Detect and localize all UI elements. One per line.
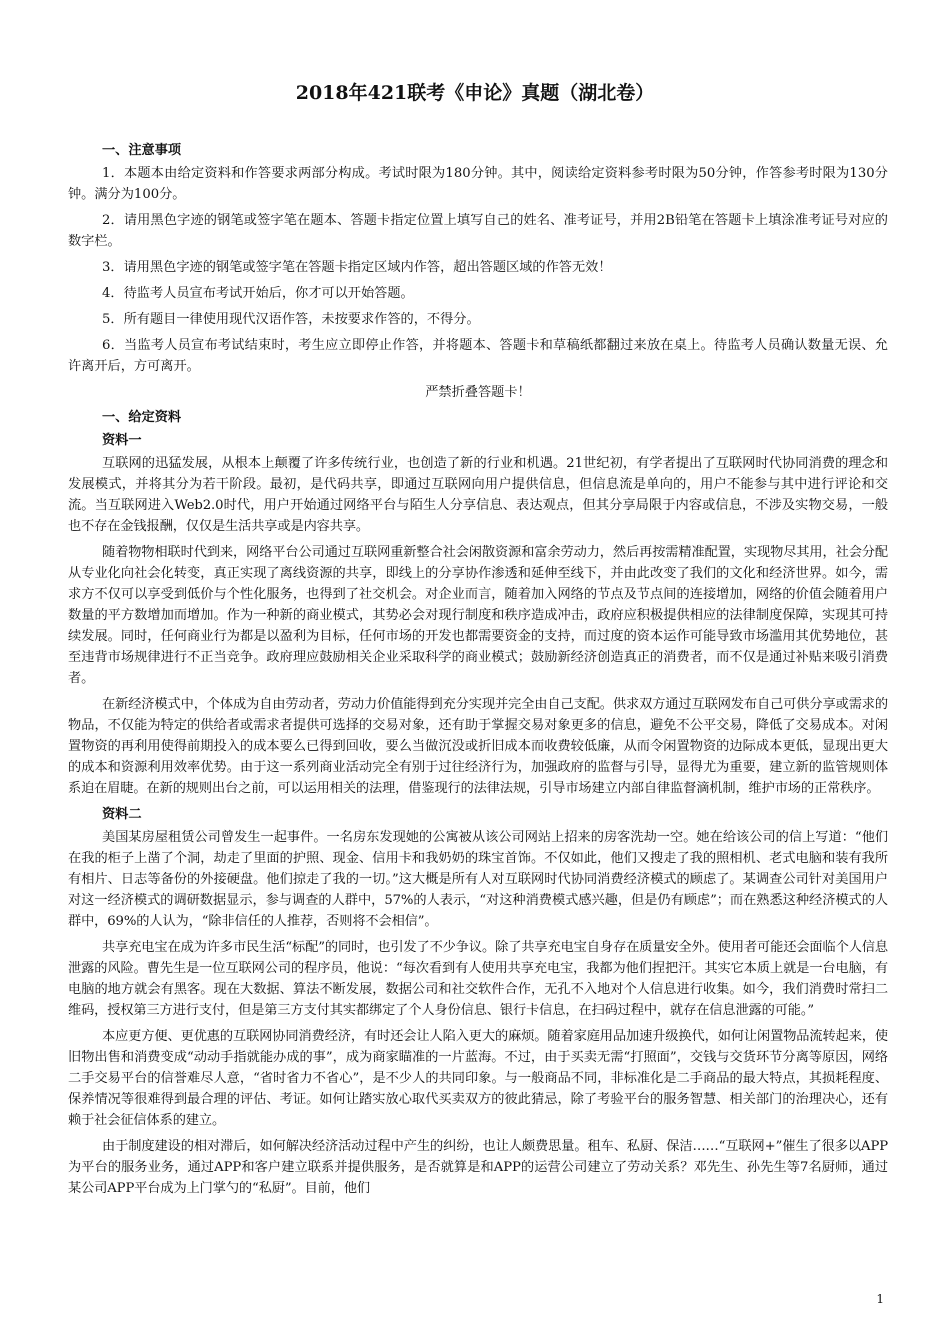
material-2-paragraph-1: 美国某房屋租赁公司曾发生一起事件。一名房东发现她的公寓被从该公司网站上招来的房客洗劫一空。她在给该公司的信上写道：“他们在我的柜子上凿了个洞，劫走了里面的护照、现金、信用卡和我奶奶的珠宝首饰。不仅如此，他们又搜走了我的照相机、老式电脑和装有我所有相片、日志等备份的外接硬盘。他们掠走了我的一切。”这大概是所有人对互联网时代协同消费经济模式的顾虑了。某调查公司针对美国用户对这一经济模式的调研数据显示，参与调查的人群中，57%的人表示，“对这种消费模式感兴趣，但是仍有顾虑”；而在熟悉这种经济模式的人群中，69%的人认为，“除非信任的人推荐，否则将不会相信”。 [68,830,888,929]
notice-item-6: 6．当监考人员宣布考试结束时，考生应立即停止作答，并将题本、答题卡和草稿纸都翻过来放在桌上。待监考人员确认数量无误、允许离开后，方可离开。 [68,338,888,374]
notice-warning: 严禁折叠答题卡！ [425,385,531,400]
notice-item-1: 1．本题本由给定资料和作答要求两部分构成。考试时限为180分钟。其中，阅读给定资料参考时限为50分钟，作答参考时限为130分钟。满分为100分。 [68,166,888,202]
notice-item-5: 5．所有题目一律使用现代汉语作答，未按要求作答的，不得分。 [102,312,480,327]
document-title: 2018年421联考《申论》真题（湖北卷） [295,82,655,104]
page-number: 1 [876,1292,884,1306]
material-2-label: 资料二 [102,807,142,822]
notice-item-2: 2．请用黑色字迹的钢笔或签字笔在题本、答题卡指定位置上填写自己的姓名、准考证号，并用2B铅笔在答题卡上填涂准考证号对应的数字栏。 [68,213,888,249]
material-1-paragraph-3: 在新经济模式中，个体成为自由劳动者，劳动力价值能得到充分实现并完全由自己支配。供求双方通过互联网发布自己可供分享或需求的物品，不仅能为特定的供给者或需求者提供可选择的交易对象，还有助于掌握交易对象更多的信息，避免不公平交易，降低了交易成本。对闲置物资的再利用使得前期投入的成本要么已得到回收，要么当做沉没或折旧成本而收费较低廉，从而令闲置物资的边际成本更低，显现出更大的成本和资源利用效率优势。由于这一系列商业活动完全有别于过往经济行为，加强政府的监督与引导，显得尤为重要，建立新的监管规则体系迫在眉睫。在新的规则出台之前，可以运用相关的法理，借鉴现行的法律法规，引导市场建立内部自律监督滴机制，维护市场的正常秩序。 [68,697,888,796]
notice-item-4: 4．待监考人员宣布考试开始后，你才可以开始答题。 [102,286,414,301]
materials-heading: 一、给定资料 [102,410,182,425]
notice-heading: 一、注意事项 [102,143,182,158]
document-body [68,140,888,1204]
notice-item-3: 3．请用黑色字迹的钢笔或签字笔在答题卡指定区域内作答，超出答题区域的作答无效！ [102,260,612,275]
material-2-paragraph-3: 本应更方便、更优惠的互联网协同消费经济，有时还会让人陷入更大的麻烦。随着家庭用品加速升级换代，如何让闲置物品流转起来，使旧物出售和消费变成“动动手指就能办成的事”，成为商家瞄准的一片蓝海。不过，由于买卖无需“打照面”，交钱与交货环节分离等原因，网络二手交易平台的信誉难尽人意，“省时省力不省心”，是不少人的共同印象。与一般商品不同，非标准化是二手商品的最大特点，其损耗程度、保养情况等很难得到最合理的评估、考证。如何让踏实放心取代买卖双方的彼此猜忌，除了考验平台的服务智慧、相关部门的治理决心，还有赖于社会征信体系的建立。 [68,1029,888,1128]
material-1-paragraph-1: 互联网的迅猛发展，从根本上颠覆了许多传统行业，也创造了新的行业和机遇。21世纪初，有学者提出了互联网时代协同消费的理念和发展模式，并将其分为若干阶段。最初，是代码共享，即通过互联网向用户提供信息，但信息流是单向的，用户不能参与其中进行评论和交流。当互联网进入Web2.0时代，用户开始通过网络平台与陌生人分享信息、表达观点，但其分享局限于内容或信息，不涉及实物交易，一般也不存在金钱报酬，仅仅是生活共享或是内容共享。 [68,456,888,534]
material-1-label: 资料一 [102,433,142,448]
material-2-paragraph-4: 由于制度建设的相对滞后，如何解决经济活动过程中产生的纠纷，也让人颇费思量。租车、私厨、保洁……“互联网+”催生了很多以APP为平台的服务业务，通过APP和客户建立联系并提供服务，是否就算是和APP的运营公司建立了劳动关系？邓先生、孙先生等7名厨师，通过某公司APP平台成为上门掌勺的“私厨”。目前，他们 [68,1139,888,1196]
material-2-paragraph-2: 共享充电宝在成为许多市民生活“标配”的同时，也引发了不少争议。除了共享充电宝自身存在质量安全外。使用者可能还会面临个人信息泄露的风险。曹先生是一位互联网公司的程序员，他说：“每次看到有人使用共享充电宝，我都为他们捏把汗。其实它本质上就是一台电脑，有电脑的地方就会有黑客。现在大数据、算法不断发展，数据公司和社交软件合作，无孔不入地对个人信息进行收集。如今，我们消费时常扫二维码，授权第三方进行支付，但是第三方支付其实都绑定了个人身份信息、银行卡信息，在扫码过程中，就存在信息泄露的可能。” [68,940,888,1018]
material-1-paragraph-2: 随着物物相联时代到来，网络平台公司通过互联网重新整合社会闲散资源和富余劳动力，然后再按需精准配置，实现物尽其用，社会分配从专业化向社会化转变，真正实现了离线资源的共享，即线上的分享协作渗透和延伸至线下，并由此改变了我们的文化和经济世界。如今，需求方不仅可以享受到低价与个性化服务，也得到了社交机会。对企业而言，随着加入网络的节点及节点间的连接增加，网络的价值会随着用户数量的平方数增加而增加。作为一种新的商业模式，其势必会对现行制度和秩序造成冲击，政府应积极提供相应的法律制度保障，实现其可持续发展。同时，任何商业行为都是以盈利为目标，任何市场的开发也都需要资金的支持，而过度的资本运作可能导致市场滥用其优势地位，甚至违背市场规律进行不正当竞争。政府理应鼓励相关企业采取科学的商业模式；鼓励新经济创造真正的消费者，而不仅是通过补贴来吸引消费者。 [68,545,888,686]
